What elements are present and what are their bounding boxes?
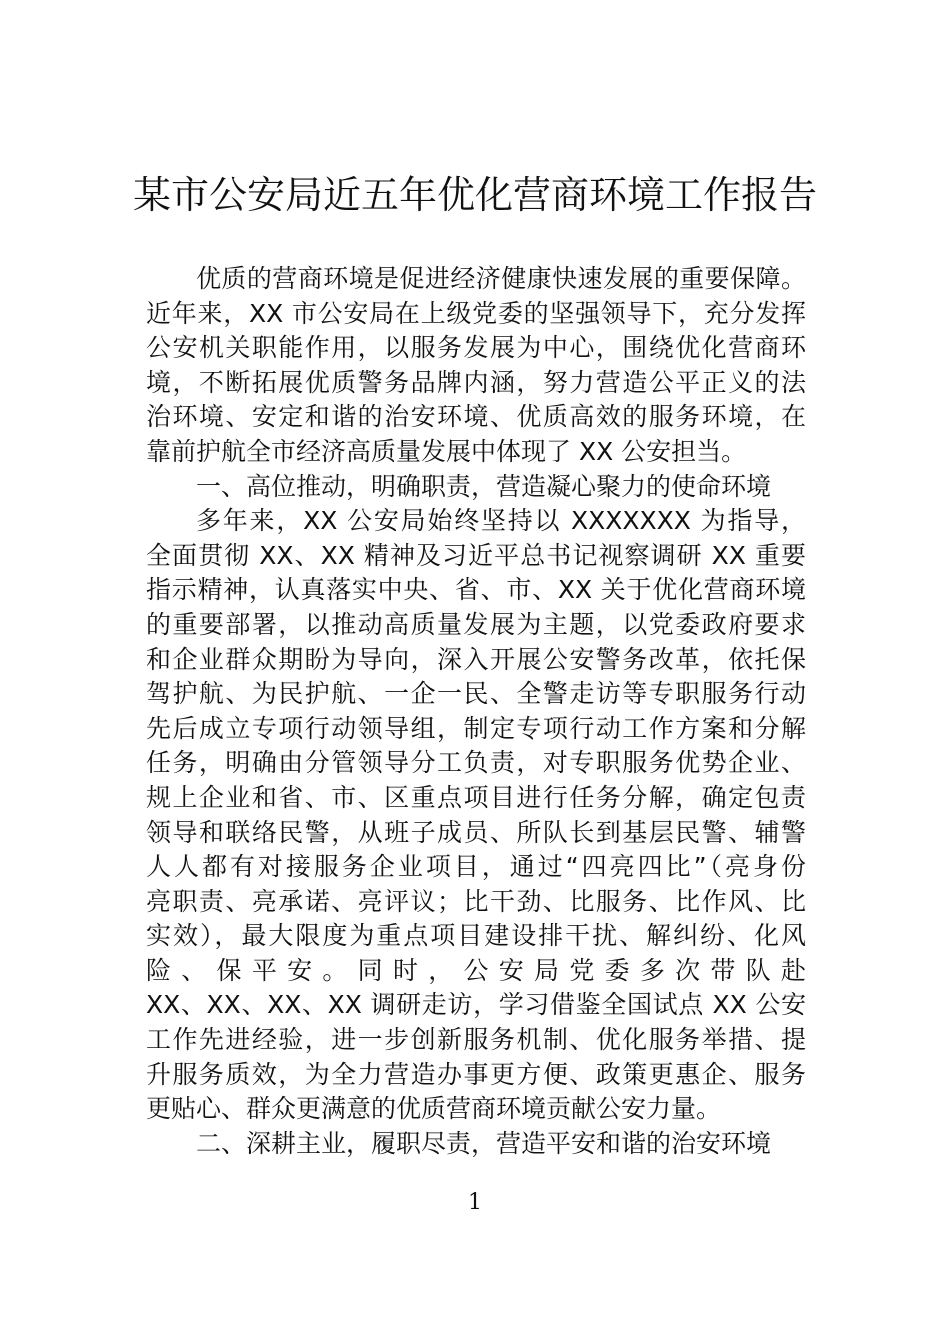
section-heading-2: 二、深耕主业，履职尽责，营造平安和谐的治安环境	[196, 1128, 772, 1158]
paragraph-line: 近年来，XX 市公安局在上级党委的坚强领导下，充分发挥	[146, 298, 806, 328]
section-heading-1: 一、高位推动，明确职责，营造凝心聚力的使命环境	[196, 471, 772, 501]
document-title: 某市公安局近五年优化营商环境工作报告	[132, 173, 817, 217]
paragraph-line: 指示精神，认真落实中央、省、市、XX 关于优化营商环境	[146, 575, 806, 605]
paragraph-line: 的重要部署，以推动高质量发展为主题，以党委政府要求	[146, 609, 806, 639]
page-number: 1	[468, 1190, 482, 1215]
paragraph-line: 实效），最大限度为重点项目建设排干扰、解纠纷、化风	[146, 921, 806, 951]
paragraph-line: 任务，明确由分管领导分工负责，对专职服务优势企业、	[146, 748, 806, 778]
paragraph-line: 多年来，XX 公安局始终坚持以 XXXXXXX 为指导，	[196, 506, 806, 536]
paragraph-line: 驾护航、为民护航、一企一民、全警走访等专职服务行动	[146, 679, 806, 709]
paragraph-line: 先后成立专项行动领导组，制定专项行动工作方案和分解	[146, 713, 806, 743]
paragraph-line: 工作先进经验，进一步创新服务机制、优化服务举措、提	[146, 1025, 806, 1055]
paragraph-line: 更贴心、群众更满意的优质营商环境贡献公安力量。	[146, 1094, 722, 1124]
paragraph-line: 规上企业和省、市、区重点项目进行任务分解，确定包责	[146, 782, 806, 812]
paragraph-line: 人人都有对接服务企业项目，通过“四亮四比”（亮身份	[146, 852, 806, 882]
paragraph-line: 境，不断拓展优质警务品牌内涵，努力营造公平正义的法	[146, 367, 806, 397]
paragraph-line: 亮职责、亮承诺、亮评议；比干劲、比服务、比作风、比	[146, 886, 806, 916]
paragraph-line: 领导和联络民警，从班子成员、所队长到基层民警、辅警	[146, 817, 806, 847]
paragraph-line: 全面贯彻 XX、XX 精神及习近平总书记视察调研 XX 重要	[146, 540, 806, 570]
paragraph-line: XX、XX、XX、XX 调研走访，学习借鉴全国试点 XX 公安	[146, 990, 806, 1020]
paragraph-line: 优质的营商环境是促进经济健康快速发展的重要保障。	[196, 264, 806, 293]
paragraph-line: 公安机关职能作用，以服务发展为中心，围绕优化营商环	[146, 333, 806, 363]
paragraph-line: 升服务质效，为全力营造办事更方便、政策更惠企、服务	[146, 1059, 806, 1089]
document-body	[146, 262, 806, 1161]
paragraph-line: 治环境、安定和谐的治安环境、优质高效的服务环境，在	[146, 402, 806, 432]
paragraph-line: 和企业群众期盼为导向，深入开展公安警务改革，依托保	[146, 644, 806, 674]
paragraph-line: 险、保平安。同时，公安局党委多次带队赴	[146, 955, 806, 985]
paragraph-line: 靠前护航全市经济高质量发展中体现了 XX 公安担当。	[146, 436, 747, 466]
